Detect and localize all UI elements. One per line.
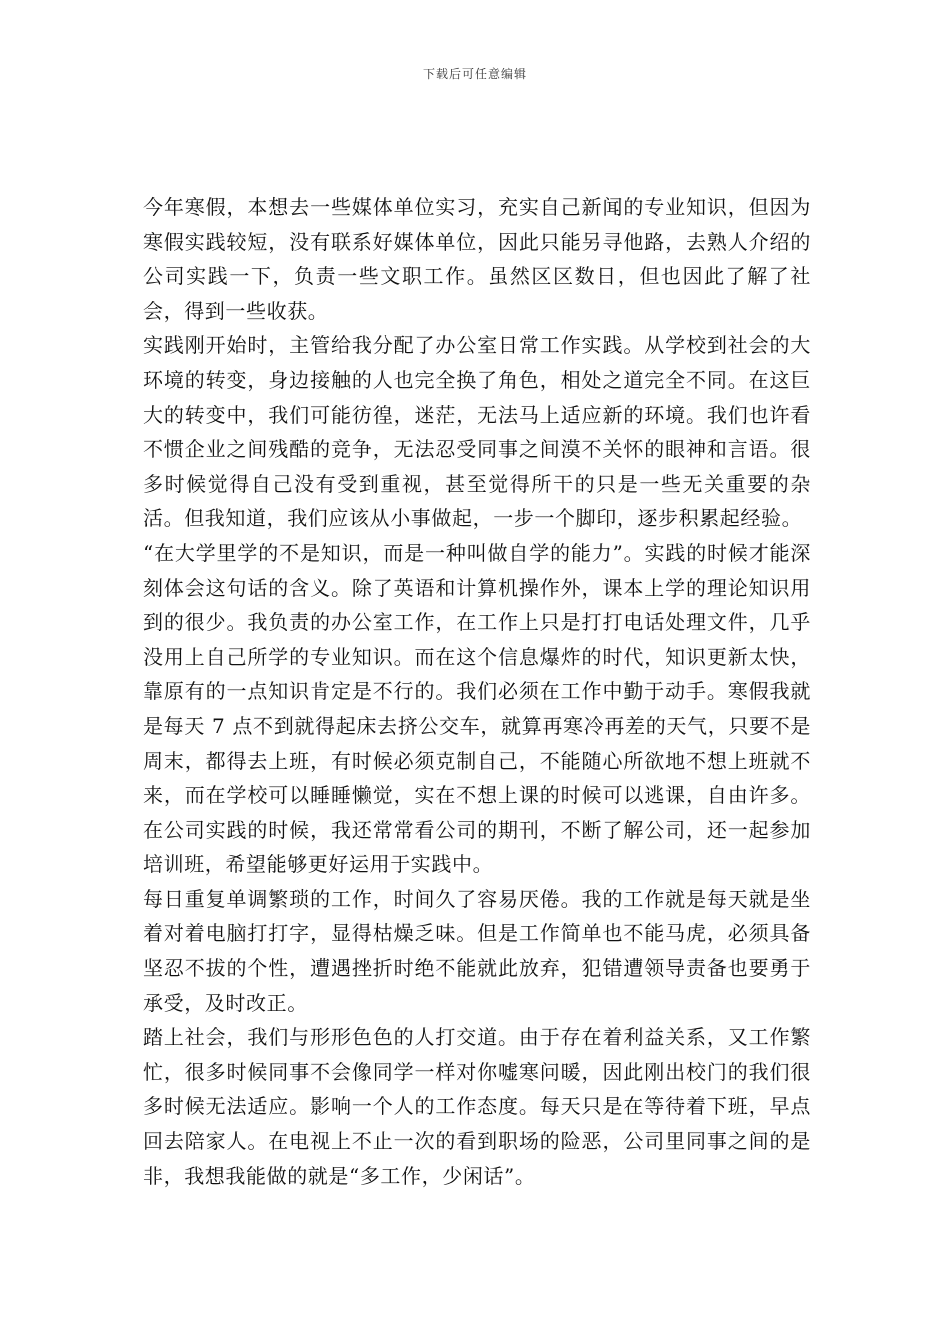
paragraph-5: 踏上社会，我们与形形色色的人打交道。由于存在着利益关系，又工作繁忙，很多时候同事不会像同学一样对你嘘寒问暖，因此刚出校门的我们很多时候无法适应。影响一个人的工作态度。每天只是在等待着下班，早点回去陪家人。在电视上不止一次的看到职场的险恶，公司里同事之间的是非，我想我能做的就是“多工作，少闲话”。: [143, 1025, 811, 1188]
document-body: [143, 190, 811, 1193]
paragraph-3: “在大学里学的不是知识，而是一种叫做自学的能力”。实践的时候才能深刻体会这句话的含义。除了英语和计算机操作外，课本上学的理论知识用到的很少。我负责的办公室工作，在工作上只是打打电话处理文件，几乎没用上自己所学的专业知识。而在这个信息爆炸的时代，知识更新太快，靠原有的一点知识肯定是不行的。我们必须在工作中勤于动手。寒假我就是每天 7 点不到就得起床去挤公交车，就算再寒冷再差的天气，只要不是周末，都得去上班，有时候必须克制自己，不能随心所欲地不想上班就不来，而在学校可以睡睡懒觉，实在不想上课的时候可以逃课，自由许多。在公司实践的时候，我还常常看公司的期刊，不断了解公司，还一起参加培训班，希望能够更好运用于实践中。: [143, 540, 811, 877]
header-note: 下载后可任意编辑: [422, 67, 527, 81]
paragraph-1: 今年寒假，本想去一些媒体单位实习，充实自己新闻的专业知识，但因为寒假实践较短，没有联系好媒体单位，因此只能另寻他路，去熟人介绍的公司实践一下，负责一些文职工作。虽然区区数日，但也因此了解了社会，得到一些收获。: [143, 195, 811, 323]
paragraph-2: 实践刚开始时，主管给我分配了办公室日常工作实践。从学校到社会的大环境的转变，身边接触的人也完全换了角色，相处之道完全不同。在这巨大的转变中，我们可能彷徨，迷茫，无法马上适应新的环境。我们也许看不惯企业之间残酷的竞争，无法忍受同事之间漠不关怀的眼神和言语。很多时候觉得自己没有受到重视，甚至觉得所干的只是一些无关重要的杂活。但我知道，我们应该从小事做起，一步一个脚印，逐步积累起经验。: [143, 333, 811, 531]
paragraph-4: 每日重复单调繁琐的工作，时间久了容易厌倦。我的工作就是每天就是坐着对着电脑打打字，显得枯燥乏味。但是工作简单也不能马虎，必须具备坚忍不拔的个性，遭遇挫折时绝不能就此放弃，犯错遭领导责备也要勇于承受，及时改正。: [143, 886, 811, 1015]
